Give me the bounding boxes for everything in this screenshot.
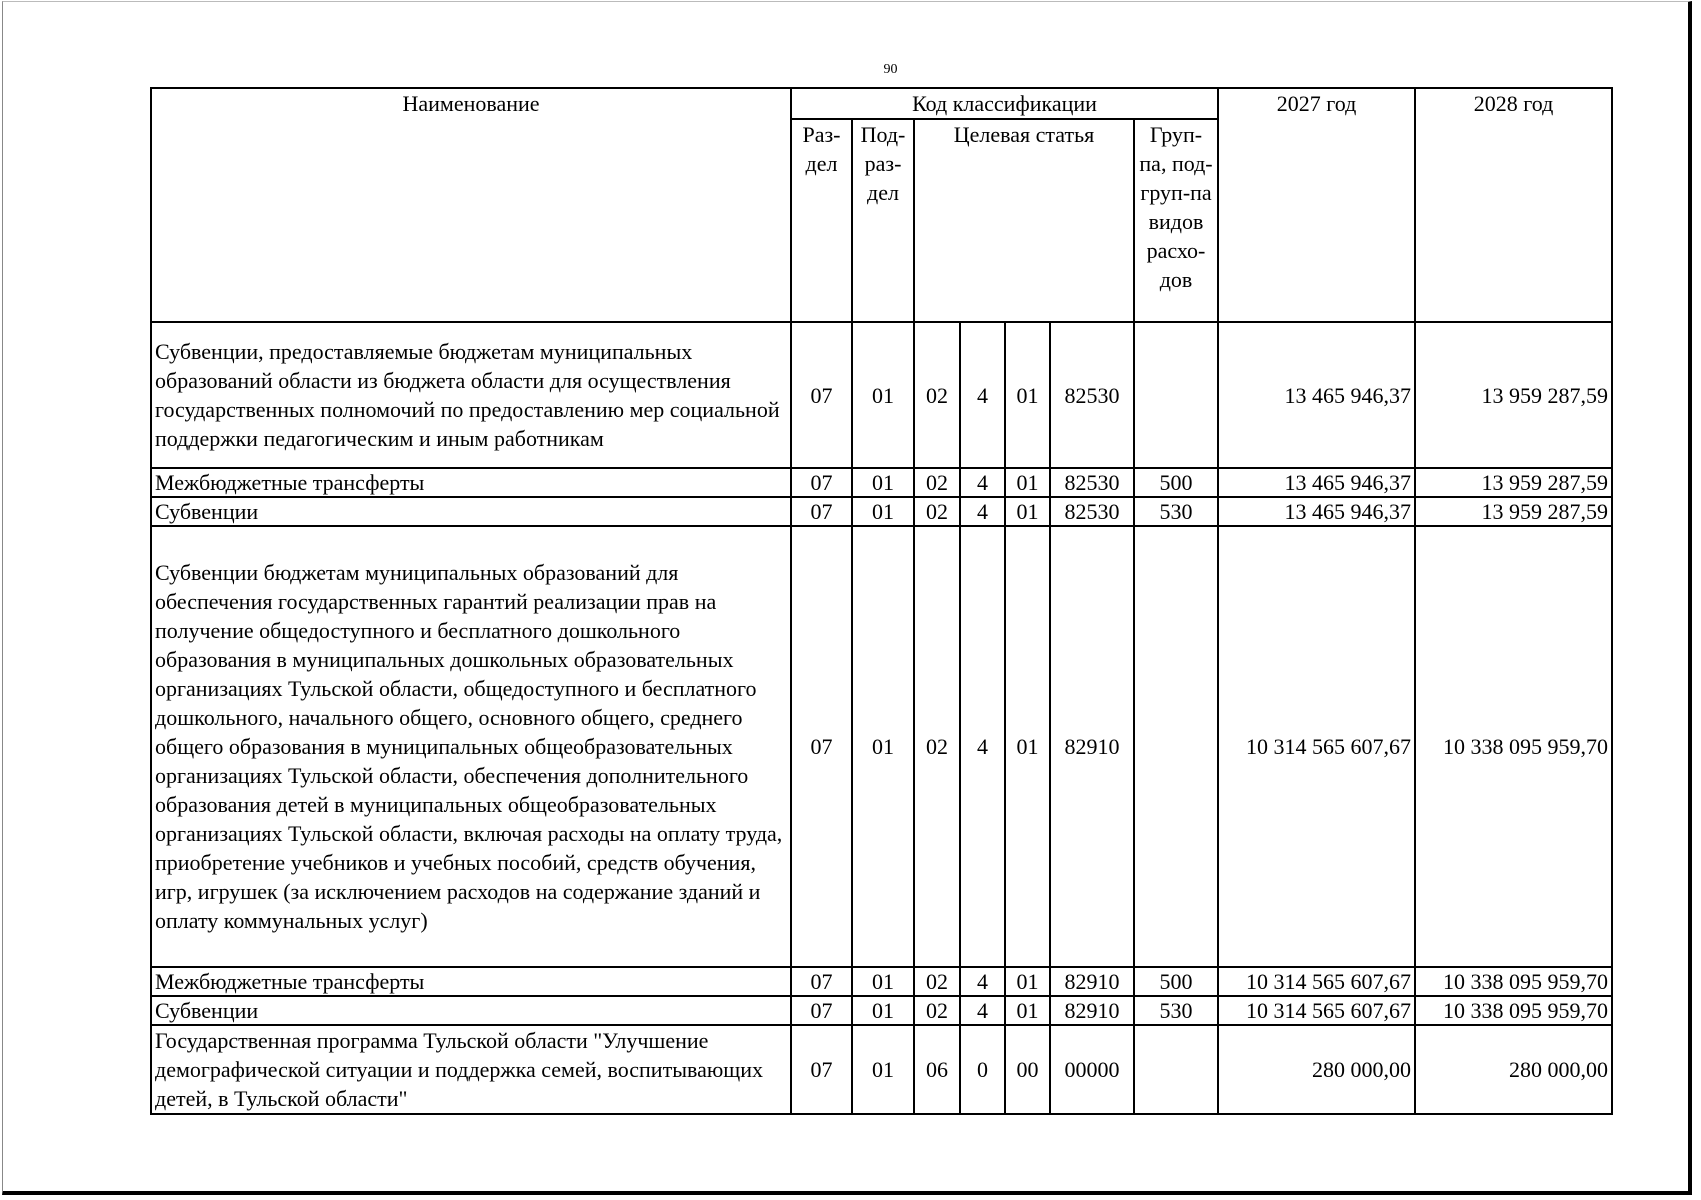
- row-name: Субвенции: [151, 996, 791, 1025]
- row-value-2027: 10 314 565 607,67: [1218, 996, 1415, 1025]
- row-target-program: 02: [914, 526, 960, 967]
- row-target-program: 02: [914, 967, 960, 996]
- row-target-sub: 01: [1005, 526, 1050, 967]
- row-target-program: 02: [914, 497, 960, 526]
- row-podrazdel: 01: [852, 967, 914, 996]
- row-value-2028: 280 000,00: [1415, 1025, 1612, 1114]
- row-razdel: 07: [791, 468, 852, 497]
- page-number: 90: [883, 62, 898, 77]
- row-value-2028: 13 959 287,59: [1415, 468, 1612, 497]
- table-row: [151, 526, 1612, 967]
- row-value-2028: 10 338 095 959,70: [1415, 996, 1612, 1025]
- row-expense-group: 500: [1134, 967, 1218, 996]
- row-target-type: 4: [960, 497, 1005, 526]
- table-row: [151, 322, 1612, 468]
- row-podrazdel: 01: [852, 322, 914, 468]
- row-name: Государственная программа Тульской области "Улучшение демографической ситуации и поддержка семей, воспитывающих детей, в Тульской области": [151, 1025, 791, 1114]
- row-target-direction: 82530: [1050, 322, 1134, 468]
- header-expense-group: Груп-па, под-груп-па видов расхо-дов: [1134, 119, 1218, 322]
- row-name: Субвенции бюджетам муниципальных образований для обеспечения государственных гарантий реализации прав на получение общедоступного и бесплатного дошкольного образования в муниципальных дошкольных образовательных организациях Тульской области, общедоступного и бесплатного дошкольного, начального общего, основного общего, среднего общего образования в муниципальных общеобразовательных организациях Тульской области, обеспечения дополнительного образования детей в муниципальных общеобразовательных организациях Тульской области, включая расходы на оплату труда, приобретение учебников и учебных пособий, средств обучения, игр, игрушек (за исключением расходов на содержание зданий и оплату коммунальных услуг): [151, 526, 791, 967]
- row-podrazdel: 01: [852, 497, 914, 526]
- table-row: [151, 1025, 1612, 1114]
- row-value-2027: 13 465 946,37: [1218, 322, 1415, 468]
- row-razdel: 07: [791, 497, 852, 526]
- row-target-type: 4: [960, 967, 1005, 996]
- row-name: Субвенции: [151, 497, 791, 526]
- row-razdel: 07: [791, 967, 852, 996]
- row-value-2027: 13 465 946,37: [1218, 497, 1415, 526]
- row-target-type: 4: [960, 322, 1005, 468]
- header-row-top: [151, 88, 1612, 119]
- row-target-direction: 82910: [1050, 996, 1134, 1025]
- row-podrazdel: 01: [852, 996, 914, 1025]
- row-razdel: 07: [791, 1025, 852, 1114]
- row-target-program: 02: [914, 322, 960, 468]
- row-expense-group: 530: [1134, 996, 1218, 1025]
- row-name: Субвенции, предоставляемые бюджетам муниципальных образований области из бюджета области для осуществления государственных полномочий по предоставлению мер социальной поддержки педагогическим и иным работникам: [151, 322, 791, 468]
- header-razdel: Раз-дел: [791, 119, 852, 322]
- row-expense-group: [1134, 322, 1218, 468]
- row-value-2028: 13 959 287,59: [1415, 322, 1612, 468]
- budget-table: [150, 87, 1613, 1115]
- row-target-sub: 00: [1005, 1025, 1050, 1114]
- row-value-2027: 10 314 565 607,67: [1218, 967, 1415, 996]
- row-value-2028: 13 959 287,59: [1415, 497, 1612, 526]
- row-target-type: 4: [960, 468, 1005, 497]
- table-row: [151, 468, 1612, 497]
- row-target-sub: 01: [1005, 967, 1050, 996]
- row-podrazdel: 01: [852, 1025, 914, 1114]
- header-podrazdel: Под-раз-дел: [852, 119, 914, 322]
- row-target-type: 0: [960, 1025, 1005, 1114]
- row-expense-group: 530: [1134, 497, 1218, 526]
- row-target-direction: 82910: [1050, 526, 1134, 967]
- row-value-2028: 10 338 095 959,70: [1415, 967, 1612, 996]
- row-value-2027: 13 465 946,37: [1218, 468, 1415, 497]
- row-value-2027: 280 000,00: [1218, 1025, 1415, 1114]
- row-target-direction: 82910: [1050, 967, 1134, 996]
- row-razdel: 07: [791, 322, 852, 468]
- row-value-2028: 10 338 095 959,70: [1415, 526, 1612, 967]
- row-expense-group: 500: [1134, 468, 1218, 497]
- header-target-article: Целевая статья: [914, 119, 1134, 322]
- row-target-type: 4: [960, 526, 1005, 967]
- row-name: Межбюджетные трансферты: [151, 967, 791, 996]
- row-target-program: 02: [914, 996, 960, 1025]
- table-row: [151, 967, 1612, 996]
- header-year-2028: 2028 год: [1415, 88, 1612, 322]
- row-value-2027: 10 314 565 607,67: [1218, 526, 1415, 967]
- row-target-type: 4: [960, 996, 1005, 1025]
- header-year-2027: 2027 год: [1218, 88, 1415, 322]
- header-code: Код классификации: [791, 88, 1218, 119]
- row-target-program: 02: [914, 468, 960, 497]
- row-target-direction: 82530: [1050, 468, 1134, 497]
- row-razdel: 07: [791, 526, 852, 967]
- row-target-sub: 01: [1005, 497, 1050, 526]
- row-expense-group: [1134, 1025, 1218, 1114]
- row-expense-group: [1134, 526, 1218, 967]
- row-target-direction: 00000: [1050, 1025, 1134, 1114]
- row-target-program: 06: [914, 1025, 960, 1114]
- row-razdel: 07: [791, 996, 852, 1025]
- header-name: Наименование: [151, 88, 791, 322]
- row-target-sub: 01: [1005, 322, 1050, 468]
- table-row: [151, 497, 1612, 526]
- row-podrazdel: 01: [852, 468, 914, 497]
- row-podrazdel: 01: [852, 526, 914, 967]
- row-target-sub: 01: [1005, 996, 1050, 1025]
- row-target-sub: 01: [1005, 468, 1050, 497]
- row-target-direction: 82530: [1050, 497, 1134, 526]
- row-name: Межбюджетные трансферты: [151, 468, 791, 497]
- table-row: [151, 996, 1612, 1025]
